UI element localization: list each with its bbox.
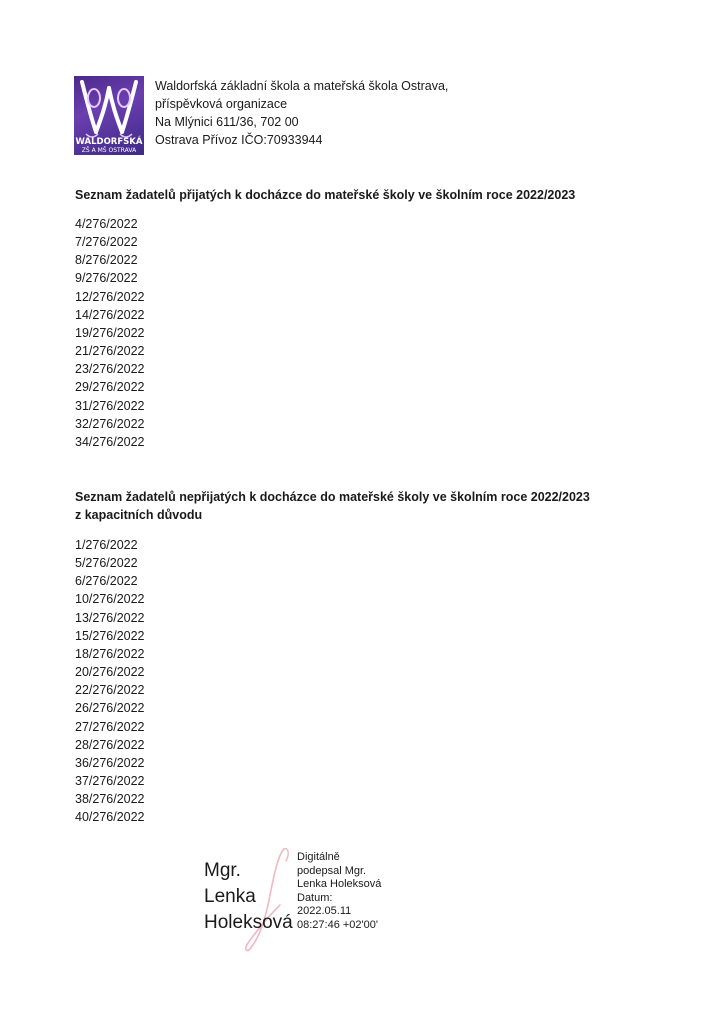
list-item: 23/276/2022: [75, 362, 145, 377]
signature-detail-line: Lenka Holeksová: [297, 878, 382, 891]
list-item: 19/276/2022: [75, 325, 145, 340]
list-item: 5/276/2022: [75, 556, 138, 571]
school-address: [155, 77, 448, 149]
list-item: 7/276/2022: [75, 235, 138, 250]
list-item: 13/276/2022: [75, 610, 145, 625]
list-item: 22/276/2022: [75, 683, 145, 698]
street-address-line: Na Mlýnici 611/36, 702 00: [155, 115, 299, 129]
list-item: 37/276/2022: [75, 774, 145, 789]
accepted-list: [75, 215, 145, 451]
list-item: 14/276/2022: [75, 307, 145, 322]
list-item: 26/276/2022: [75, 701, 145, 716]
rejected-title-line1: Seznam žadatelů nepřijatých k docházce do mateřské školy ve školním roce 2022/2023: [75, 490, 590, 504]
signer-last-name: Holeksová: [204, 912, 293, 933]
list-item: 40/276/2022: [75, 810, 145, 825]
list-item: 20/276/2022: [75, 665, 145, 680]
signature-detail-line: podepsal Mgr.: [297, 864, 367, 877]
list-item: 34/276/2022: [75, 434, 145, 449]
rejected-title-line2: z kapacitních důvodu: [75, 508, 203, 522]
signature-time: 08:27:46 +02'00': [297, 918, 378, 931]
signature-detail-line: Digitálně: [297, 851, 340, 863]
logo-text-main: WALDORFSKÁ: [75, 137, 143, 147]
school-logo: [74, 76, 144, 155]
signer-first-name: Lenka: [204, 886, 256, 907]
list-item: 29/276/2022: [75, 380, 145, 395]
list-item: 28/276/2022: [75, 737, 145, 752]
logo-text-sub: ZŠ A MŠ OSTRAVA: [81, 147, 137, 154]
list-item: 10/276/2022: [75, 592, 145, 607]
list-item: 38/276/2022: [75, 792, 145, 807]
list-item: 27/276/2022: [75, 719, 145, 734]
accepted-list-title: Seznam žadatelů přijatých k docházce do mateřské školy ve školním roce 2022/2023: [75, 188, 576, 202]
rejected-list: [75, 536, 145, 827]
city-ico-line: Ostrava Přívoz IČO:70933944: [155, 133, 323, 147]
list-item: 36/276/2022: [75, 755, 145, 770]
school-name-line: Waldorfská základní škola a mateřská škola Ostrava,: [155, 79, 449, 93]
list-item: 8/276/2022: [75, 253, 138, 268]
list-item: 1/276/2022: [75, 538, 138, 552]
school-type-line: příspěvková organizace: [155, 97, 288, 111]
list-item: 6/276/2022: [75, 574, 138, 589]
signature-detail-line: Datum:: [297, 891, 333, 904]
list-item: 18/276/2022: [75, 646, 145, 661]
signer-name: [204, 858, 293, 936]
list-item: 31/276/2022: [75, 398, 145, 413]
list-item: 15/276/2022: [75, 628, 145, 643]
signature-details: [297, 851, 381, 933]
rejected-list-title: [75, 488, 590, 524]
signer-title: Mgr.: [204, 860, 241, 881]
list-item: 12/276/2022: [75, 289, 145, 304]
list-item: 4/276/2022: [75, 217, 138, 231]
signature-date: 2022.05.11: [297, 905, 352, 918]
list-item: 32/276/2022: [75, 416, 145, 431]
list-item: 9/276/2022: [75, 271, 138, 286]
list-item: 21/276/2022: [75, 344, 145, 359]
